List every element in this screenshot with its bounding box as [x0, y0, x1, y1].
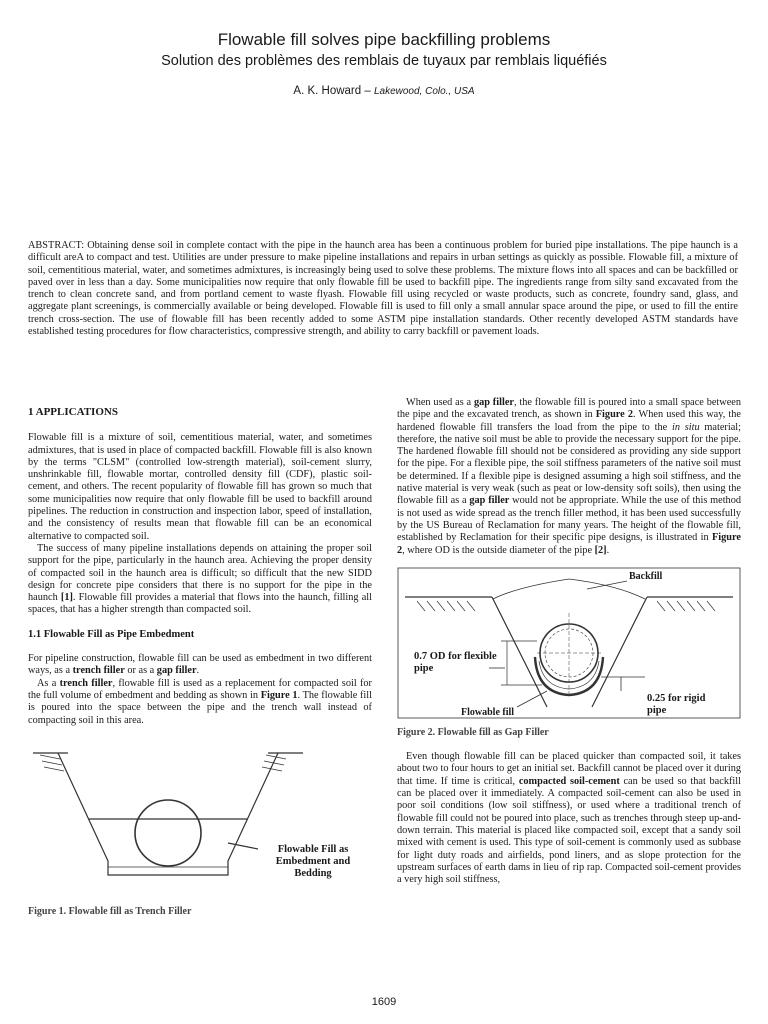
citation: [2]: [594, 544, 607, 556]
abstract-label: ABSTRACT:: [28, 240, 85, 251]
section-heading-applications: 1 APPLICATIONS: [28, 406, 118, 418]
author-affiliation: Lakewood, Colo., USA: [373, 86, 475, 97]
page-number: 1609: [371, 996, 397, 1008]
figure-1-label: Flowable Fill as Embedment and Bedding: [275, 843, 351, 879]
figure-2-rigid-label: 0.25 for rigid pipe: [647, 692, 706, 716]
figure-2-caption: Figure 2. Flowable fill as Gap Filler: [397, 726, 549, 738]
figure-reference: Figure 1: [260, 689, 298, 701]
figure-1-caption: Figure 1. Flowable fill as Trench Filler: [28, 905, 192, 917]
left-column: [28, 400, 372, 921]
author-line: [0, 85, 768, 97]
abstract-text: Obtaining dense soil in complete contact with the pipe in the haunch area has been a continuous problem for buried pipe installations. The pipe haunch is a difficult areA to compact and test. Utilities are under pressure to make pipeline installations and repairs in urban settings as quickly as possible. Flowable fill, a mixture of soil, cementitious material, water, and sometimes admixtures, is increasingly being used to solve these problems. The mixture flows into all spaces and can be backfilled or paved over in less than a day. Some municipalities now require that only flowable fill be used to backfill pipe. The ingredients range from silty sand excavated from the trench to clean concrete sand, and from portland cement to waste flyash. Flowable fill using recycled or waste products, such as concrete, foundry sand, glass, and aggregate plant screenings, is commercially available or being developed. Flowable fill is used to fill only a small annular space around the pipe, or used to fill the entire trench cross-section. The use of flowable fill has been recently added to some ASTM pipe installation standards. Other recently developed ASTM standards have established testing procedures for flow characteristics, compressive strength, and ability to carry backfill or pavement loads.: [28, 240, 739, 338]
figure-1: [28, 741, 372, 921]
abstract: [28, 240, 738, 338]
paragraph: As a trench filler, flowable fill is used as a replacement for compacted soil for the full volume of embedment and bedding as shown in Figure 1. The flowable fill is poured into the space between the pipe and the trench wall instead of compacting soil in this area.: [28, 677, 373, 726]
paragraph: The success of many pipeline installations depends on attaining the proper soil support for the pipe, particularly in the haunch area. Achieving the proper density of compacted soil in the haunch area is difficult; so difficult that the new SIDD design for concrete pipe considers that there is no support for the pipe in the haunch [1]. Flowable fill provides a material that flows into the haunch, filling all spaces, that has a higher strength than compacted soil.: [28, 542, 373, 616]
paper-title: Flowable fill solves pipe backfilling problems: [217, 30, 551, 49]
subsection-heading: 1.1 Flowable Fill as Pipe Embedment: [28, 628, 195, 640]
right-column: [397, 397, 741, 886]
author-name: A. K. Howard –: [293, 85, 371, 97]
paragraph: For pipeline construction, flowable fill can be used as embedment in two different ways, as a trench filler or as a gap filler.: [28, 653, 372, 677]
paragraph: Even though flowable fill can be placed quicker than compacted soil, it takes about two to four hours to get an initial set. Backfill cannot be placed over it during that time. If time is critical, compacted soil-cement can be used so that backfill can be placed over it immediately. A compacted soil-cement can also be used in poor soil conditions (low soil stiffness), or used where a traditional trench of flowable fill could not be poured into place, such as trenches through steep up-and-down terrain. This material is placed like compacted soil, except that a sandy soil mixed with cement is used. This type of soil-cement is commonly used as subbase for light duty roads and airfields, pond liners, and as slope protection for the upstream surfaces of earth dams in lieu of rip rap. Compacted soil-cement provides a very high soil stiffness,: [397, 751, 742, 886]
paragraph: Flowable fill is a mixture of soil, cementitious material, water, and sometimes admixtures, that is used in place of compacted backfill. Flowable fill is also known by the terms "CLSM" (controlled low-strength material), soil-cement slurry, unshrinkable fill, flowable mortar, controlled density fill (CDF), plastic soil-cement, and others. The recent popularity of flowable fill has grown so much that some municipalities now require that only flowable fill be used to backfill around pipelines. The reduction in construction and inspection labor, speed of installation, and the consistency of results mean that flowable fill can be an economical alternative to compacted soil.: [28, 432, 372, 542]
paper-subtitle: Solution des problèmes des remblais de tuyaux par remblais liquéfiés: [161, 53, 607, 69]
figure-2: [397, 567, 741, 719]
citation: [1]: [60, 592, 73, 604]
figure-2-flowable-fill-label: Flowable fill: [461, 706, 515, 718]
figure-2-flexible-label: 0.7 OD for flexible pipe: [414, 650, 497, 674]
figure-reference: Figure 2: [397, 532, 741, 556]
paper-header: [0, 30, 768, 97]
figure-reference: Figure 2: [595, 409, 634, 421]
figure-2-backfill-label: Backfill: [629, 570, 663, 582]
paragraph: When used as a gap filler, the flowable fill is poured into a small space between the pipe and the excavated trench, as shown in Figure 2. When used this way, the hardened flowable fill transfers the load from the pipe to the in situ material; therefore, the native soil must be able to provide the necessary support for the pipe. The hardened flowable fill should not be considered as providing any side support for the pipe. For a flexible pipe, the soil stiffness parameters of the native soil must be determined. If a flexible pipe is designed assuming a high soil stiffness, and the native material is very weak (such as peat or low-density soft soils), then using the flowable fill as a gap filler would not be appropriate. While the use of this method is not used as wide spread as the trench filler method, it has been used successfully by the US Bureau of Reclamation for many years. The height of the flowable fill, established by Reclamation for their specific pipe designs, is illustrated in Figure 2, where OD is the outside diameter of the pipe [2].: [397, 397, 742, 556]
trench-filler-diagram: [28, 741, 372, 906]
